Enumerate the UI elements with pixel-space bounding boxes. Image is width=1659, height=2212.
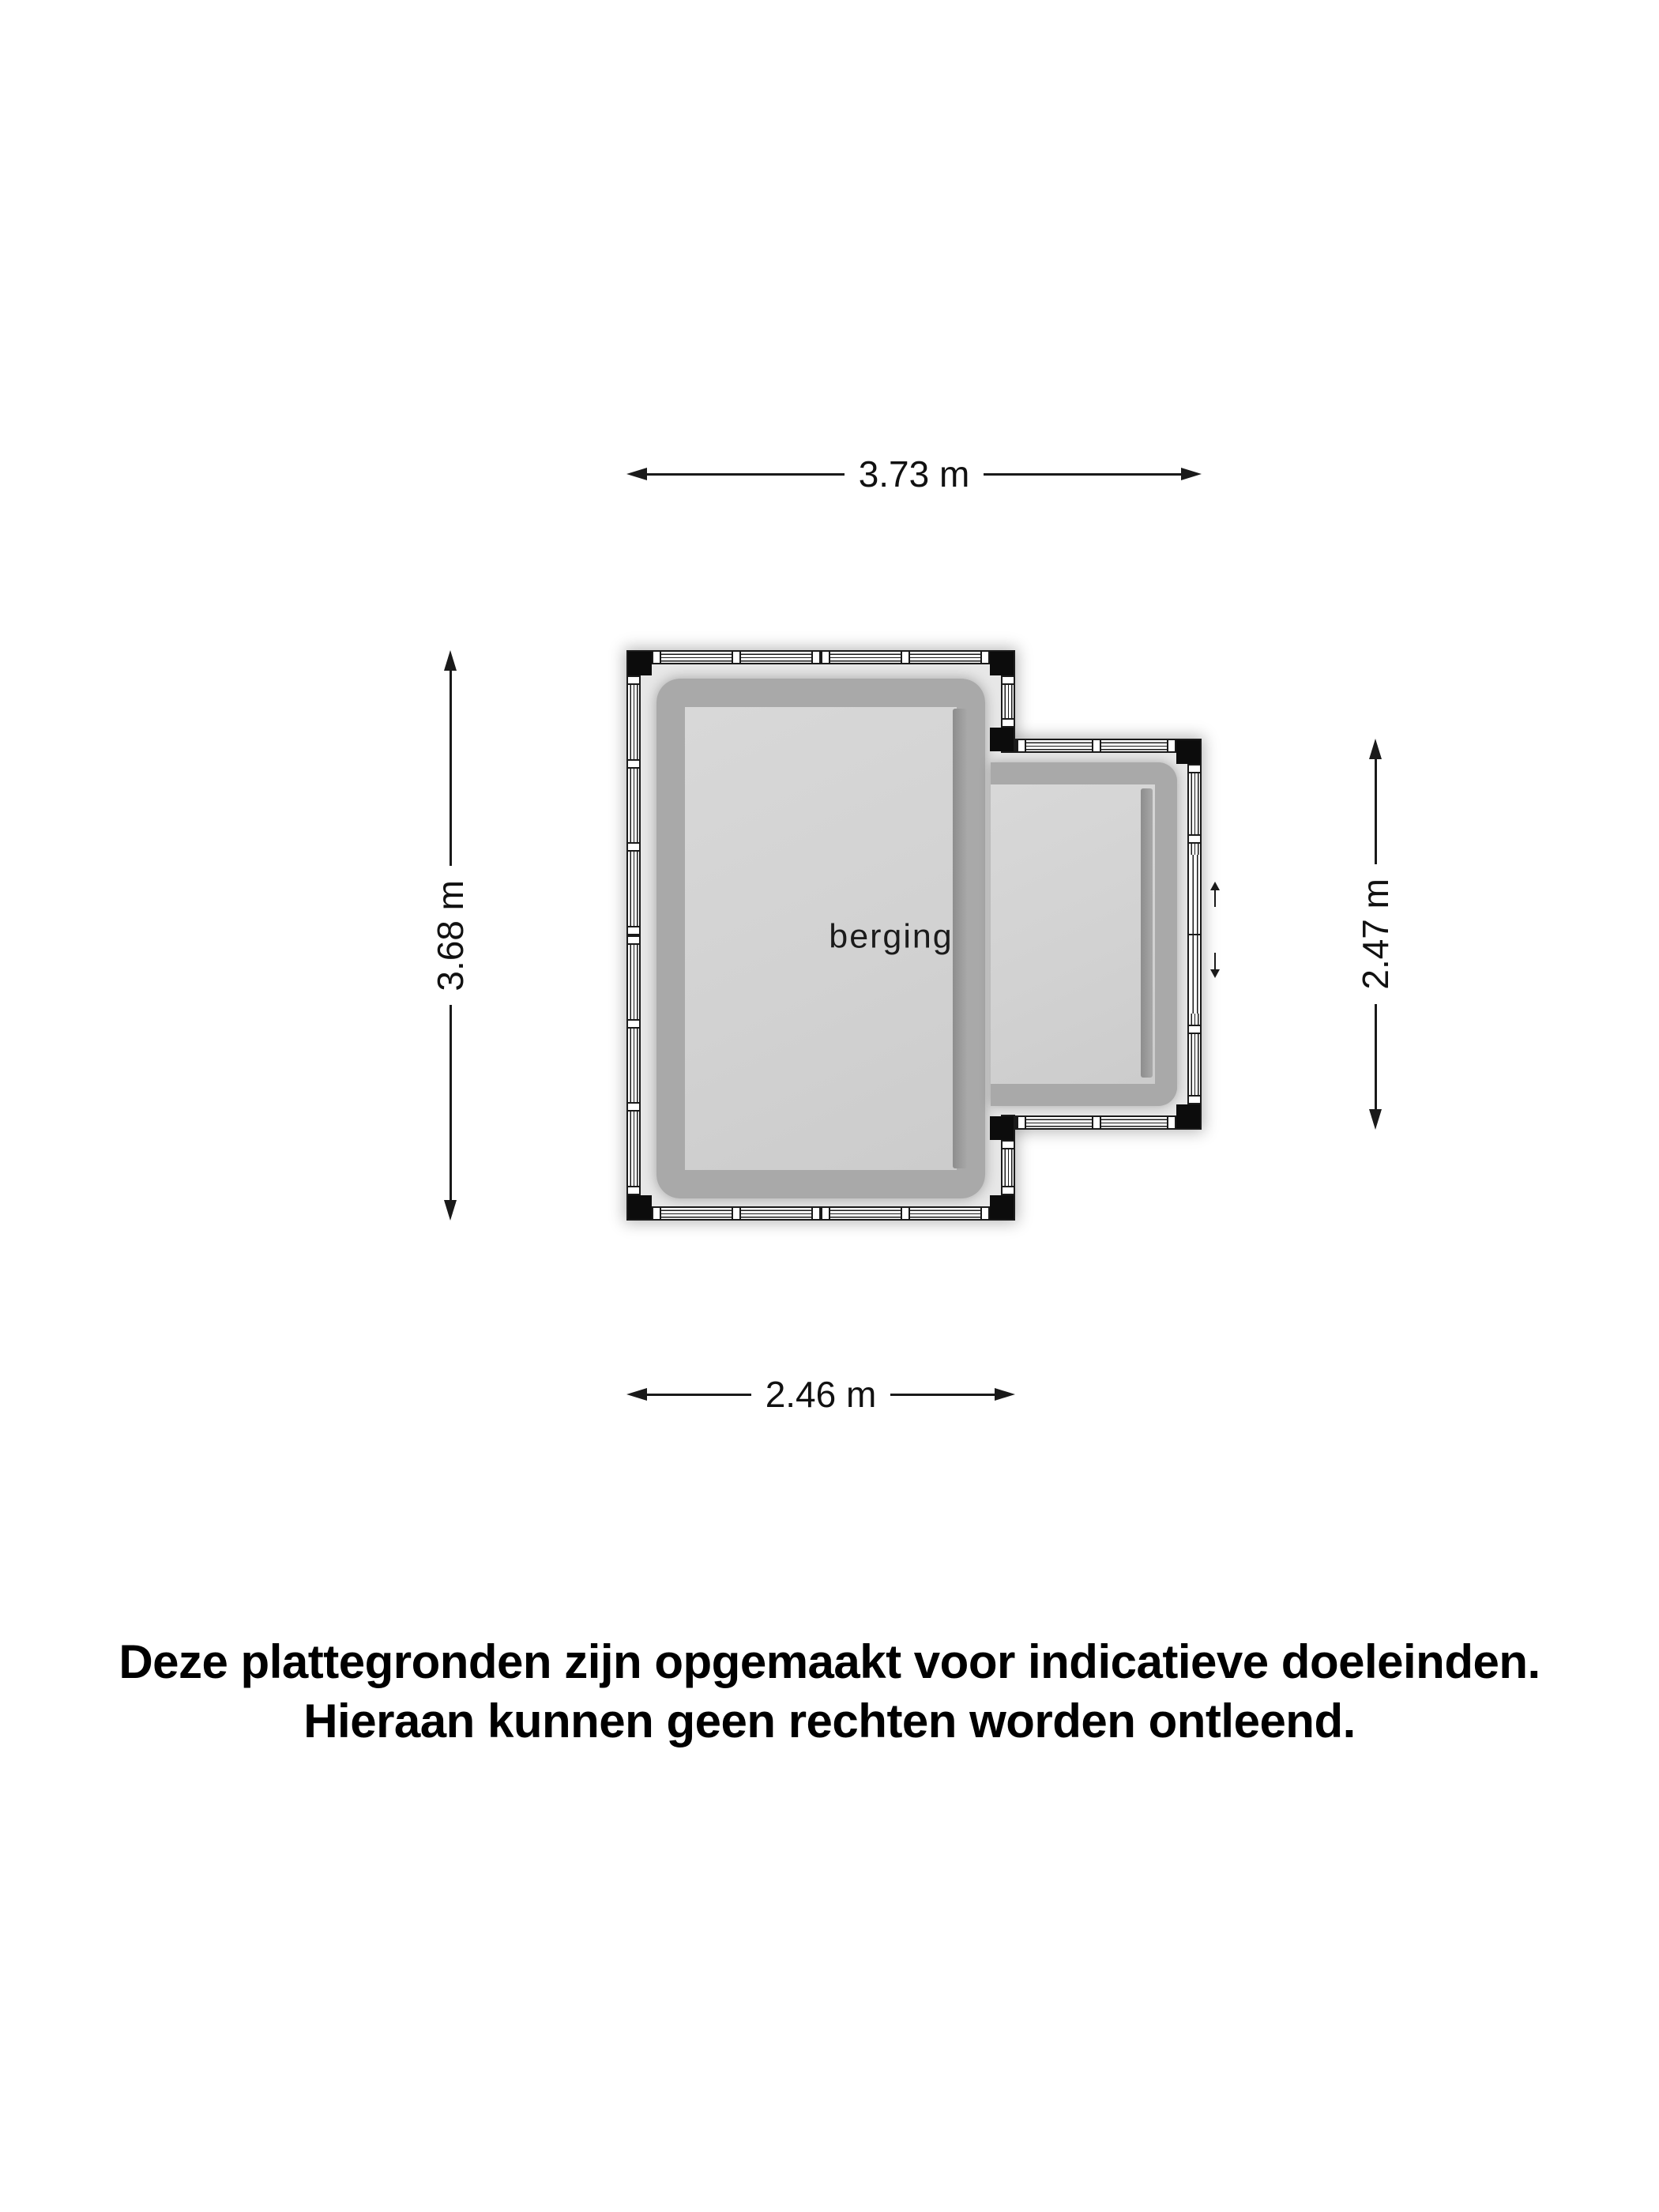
window-segment <box>910 652 980 663</box>
arrowhead-up-icon <box>1369 739 1382 759</box>
disclaimer-text <box>0 1632 1659 1751</box>
window-segment <box>661 652 732 663</box>
wall-post <box>628 675 639 685</box>
wall-post <box>732 1208 741 1219</box>
annex-inner-wall-stripe <box>1141 788 1153 1078</box>
wall-post <box>628 926 639 935</box>
dimension-line <box>647 473 845 476</box>
door-arrow-down-head <box>1210 969 1220 978</box>
wall-post <box>1189 1095 1200 1104</box>
main-wall-bottom <box>626 1206 1015 1221</box>
wall-post <box>1003 1140 1014 1149</box>
dimension-line <box>890 1394 995 1396</box>
sliding-door-panel-lower <box>1189 934 1200 1014</box>
wall-post <box>980 652 990 663</box>
dimension-bottom-label: 2.46 m <box>765 1374 877 1415</box>
disclaimer-line-2: Hieraan kunnen geen rechten worden ontleend. <box>303 1695 1356 1747</box>
door-arrow-down-shaft <box>1214 953 1217 969</box>
window-segment <box>741 1208 811 1219</box>
wall-post <box>1167 1117 1176 1128</box>
wall-post <box>1167 740 1176 751</box>
dimension-line <box>450 1005 452 1200</box>
arrowhead-right-icon <box>995 1388 1015 1401</box>
wall-post <box>652 652 661 663</box>
dimension-line <box>1375 759 1377 864</box>
wall-post <box>1189 1025 1200 1034</box>
window-segment <box>628 685 639 759</box>
main-inner-wall-stripe <box>953 709 967 1168</box>
wall-post <box>811 1208 821 1219</box>
wall-post <box>628 1102 639 1112</box>
wall-post <box>1092 1117 1101 1128</box>
corner-post <box>990 652 1014 675</box>
dimension-left <box>431 650 469 1221</box>
window-segment <box>628 945 639 1019</box>
wall-post <box>821 652 830 663</box>
window-segment <box>1003 1149 1014 1186</box>
door-arrow-up-shaft <box>1214 890 1217 907</box>
wall-post <box>628 759 639 769</box>
corner-post <box>990 1116 1014 1140</box>
wall-post <box>1092 740 1101 751</box>
wall-post <box>1189 834 1200 844</box>
main-wall-right-upper <box>1001 650 1015 753</box>
room-label: berging <box>829 917 954 956</box>
window-segment <box>1101 1117 1167 1128</box>
corner-post <box>628 652 652 675</box>
window-segment <box>1101 740 1167 751</box>
window-segment <box>661 1208 732 1219</box>
main-wall-right-lower <box>1001 1115 1015 1221</box>
annex-wall-right <box>1187 739 1202 1130</box>
window-segment <box>1026 1117 1092 1128</box>
dimension-line <box>984 473 1181 476</box>
corner-post <box>990 728 1014 751</box>
wall-post <box>1017 1117 1026 1128</box>
window-segment <box>628 1112 639 1186</box>
annex-wall-top <box>1015 739 1202 753</box>
arrowhead-right-icon <box>1181 468 1202 480</box>
dimension-line <box>450 671 452 866</box>
arrowhead-down-icon <box>1369 1109 1382 1130</box>
arrowhead-left-icon <box>626 468 647 480</box>
dimension-bottom <box>626 1375 1015 1413</box>
dimension-right <box>1356 739 1394 1130</box>
wall-post <box>628 1186 639 1195</box>
annex-wall-bottom <box>1015 1115 1202 1130</box>
wall-post <box>811 652 821 663</box>
main-wall-left <box>626 650 641 1221</box>
dimension-right-label: 2.47 m <box>1355 878 1396 990</box>
corner-post <box>1176 1104 1200 1128</box>
door-arrow-down-icon <box>1209 953 1221 978</box>
wall-post <box>1017 740 1026 751</box>
window-segment <box>910 1208 980 1219</box>
dimension-line <box>1375 1004 1377 1109</box>
main-wall-top <box>626 650 1015 664</box>
arrowhead-up-icon <box>444 650 457 671</box>
corner-post <box>1176 740 1200 764</box>
wall-post <box>732 652 741 663</box>
sliding-door-panel-upper <box>1189 855 1200 934</box>
window-segment <box>628 1029 639 1103</box>
wall-post <box>1003 1186 1014 1195</box>
dimension-top <box>626 455 1202 493</box>
window-segment <box>741 652 811 663</box>
door-frame-sliver <box>1189 844 1200 855</box>
wall-post <box>1003 675 1014 685</box>
dimension-top-label: 3.73 m <box>858 453 970 495</box>
corner-post <box>628 1195 652 1219</box>
wall-post <box>901 1208 910 1219</box>
wall-post <box>1003 718 1014 728</box>
disclaimer-line-1: Deze plattegronden zijn opgemaakt voor indicatieve doeleinden. <box>118 1635 1540 1688</box>
dimension-left-label: 3.68 m <box>430 879 471 991</box>
wall-post <box>628 935 639 945</box>
window-segment <box>1026 740 1092 751</box>
wall-post <box>652 1208 661 1219</box>
window-segment <box>1189 773 1200 834</box>
corner-post <box>990 1195 1014 1219</box>
window-segment <box>628 852 639 926</box>
arrowhead-down-icon <box>444 1200 457 1221</box>
arrowhead-left-icon <box>626 1388 647 1401</box>
door-frame-sliver <box>1189 1014 1200 1025</box>
wall-post <box>980 1208 990 1219</box>
dimension-line <box>647 1394 751 1396</box>
window-segment <box>628 769 639 843</box>
window-segment <box>830 1208 901 1219</box>
door-arrow-up-head <box>1210 882 1220 890</box>
wall-post <box>1189 764 1200 773</box>
wall-post <box>901 652 910 663</box>
wall-post <box>821 1208 830 1219</box>
window-segment <box>1003 685 1014 718</box>
wall-post <box>628 1019 639 1029</box>
door-arrow-up-icon <box>1209 882 1221 907</box>
window-segment <box>1189 1034 1200 1095</box>
wall-post <box>628 842 639 852</box>
window-segment <box>830 652 901 663</box>
